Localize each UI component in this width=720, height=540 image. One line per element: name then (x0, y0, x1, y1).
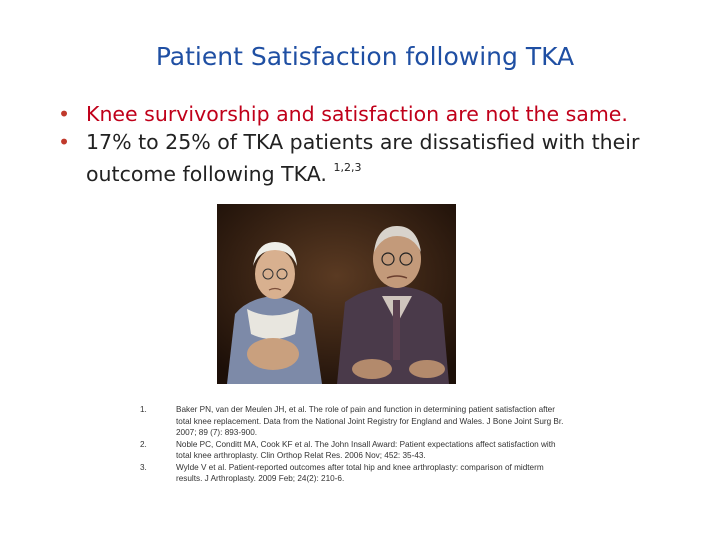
bullet-item (58, 128, 698, 188)
bullet-text: 17% to 25% of TKA patients are dissatisfied with their outcome following TKA. (86, 130, 640, 186)
references (140, 404, 570, 485)
reference-number: 3. (140, 462, 147, 472)
slide-title: Patient Satisfaction following TKA (155, 42, 575, 71)
bullet-text: Knee survivorship and satisfaction are not the same. (86, 102, 628, 126)
reference-text: Baker PN, van der Meulen JH, et al. The role of pain and function in determining patient satisfaction after total knee replacement. Data from the National Joint Registry for England and Wales. J Bone Joint Surg Br. 2007; 89 (7): 893-900. (176, 405, 564, 437)
couple-photo (217, 204, 456, 384)
reference-number: 2. (140, 439, 147, 449)
couple-photo-illustration (217, 204, 456, 384)
reference-text: Noble PC, Conditt MA, Cook KF et al. The John Insall Award: Patient expectations affect satisfaction with total knee arthroplasty. Clin Orthop Relat Res. 2006 Nov; 452: 35-43. (176, 439, 556, 460)
bullet-list (58, 100, 698, 188)
citation-superscript: 1,2,3 (333, 161, 362, 174)
bullet-item (58, 100, 698, 128)
reference-item (140, 462, 570, 485)
reference-item (140, 439, 570, 462)
bullet-marker: • (58, 102, 71, 126)
reference-number: 1. (140, 405, 147, 414)
reference-text: Wylde V et al. Patient-reported outcomes after total hip and knee arthroplasty: comparison of midterm results. J Arthroplasty. 2009 Feb; 24(2): 210-6. (176, 462, 544, 483)
bullet-marker: • (58, 130, 71, 154)
reference-item (140, 404, 570, 439)
